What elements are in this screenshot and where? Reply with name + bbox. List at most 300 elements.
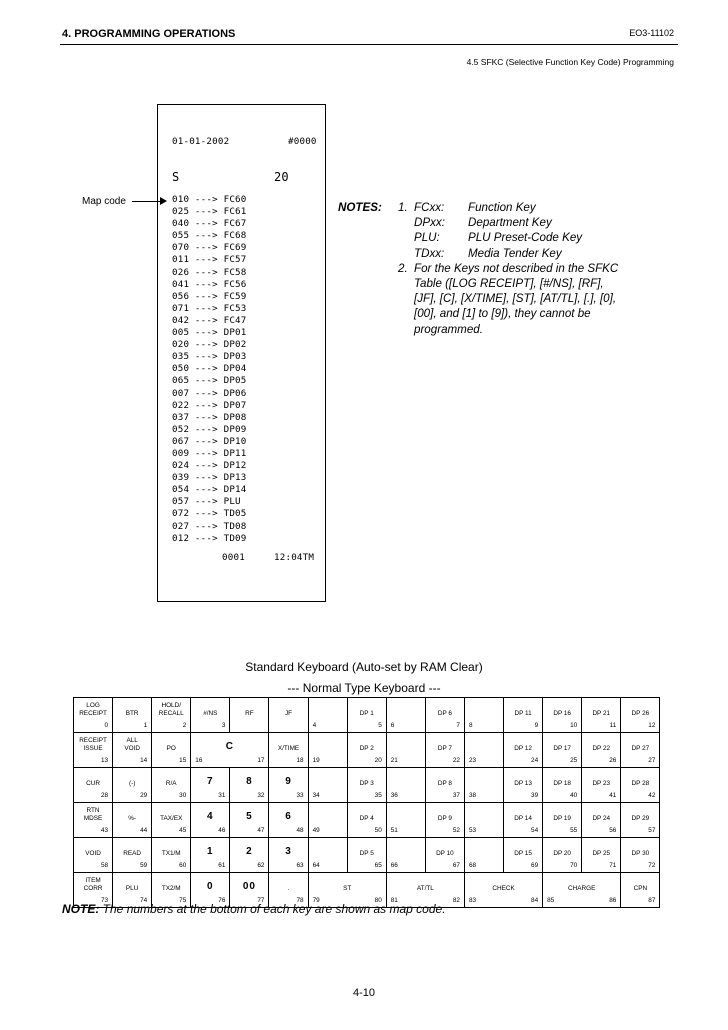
keyboard-key [113, 698, 152, 733]
key-label: AT/TL [416, 885, 434, 892]
keyboard-key [621, 698, 660, 733]
receipt-map-line: 020 ---> DP02 [172, 339, 247, 351]
keyboard-row [74, 733, 660, 768]
key-map-code: 12 [648, 722, 656, 729]
key-map-code: 64 [312, 862, 320, 869]
keyboard-key [504, 733, 543, 768]
key-label: 1 [207, 846, 214, 857]
key-label: RECEIPT ISSUE [79, 737, 107, 753]
keyboard-key [74, 803, 113, 838]
key-label: 7 [207, 776, 214, 787]
key-map-code: 58 [100, 862, 109, 869]
key-map-code: 32 [257, 792, 265, 799]
key-map-code: 6 [390, 722, 395, 729]
keyboard-key [74, 838, 113, 873]
key-label: ST [343, 885, 352, 892]
keyboard-title: Standard Keyboard (Auto-set by RAM Clear) [245, 660, 483, 674]
key-label: X/TIME [277, 745, 300, 752]
receipt-map-line: 025 ---> FC61 [172, 206, 247, 218]
receipt-map-line: 010 ---> FC60 [172, 194, 247, 205]
key-label: DP 17 [553, 745, 571, 752]
key-label: (-) [128, 780, 136, 787]
key-map-code: 66 [390, 862, 398, 869]
receipt-map-lines [172, 194, 247, 545]
key-label: DP 1 [359, 710, 374, 717]
key-map-code: 65 [374, 862, 382, 869]
receipt-map-line: 072 ---> TD05 [172, 508, 247, 520]
keyboard-key [230, 698, 269, 733]
key-map-code: 10 [570, 722, 578, 729]
header-divider [60, 44, 678, 45]
key-map-code: 50 [374, 827, 382, 834]
key-label: DP 19 [553, 815, 571, 822]
key-map-code: 79 [312, 897, 320, 904]
receipt-map-line: 067 ---> DP10 [172, 435, 247, 447]
key-map-code: 36 [390, 792, 398, 799]
receipt-map-line: 005 ---> DP01 [172, 327, 247, 339]
key-map-code: 70 [570, 862, 578, 869]
key-map-code: 29 [140, 792, 148, 799]
key-label: 6 [285, 811, 292, 822]
keyboard-key [504, 768, 543, 803]
receipt-map-line: 052 ---> DP09 [172, 423, 247, 435]
key-map-code: 3 [221, 722, 226, 729]
keyboard-key [425, 838, 464, 873]
keyboard-key [74, 733, 113, 768]
key-map-code: 25 [570, 757, 578, 764]
key-label: DP 2 [359, 745, 374, 752]
key-map-code: 43 [100, 827, 109, 834]
key-map-code: 82 [452, 897, 460, 904]
note-2-line: programmed. [414, 322, 483, 336]
keyboard-key [308, 698, 347, 733]
key-label: CHARGE [568, 885, 596, 892]
key-map-code: 63 [296, 862, 304, 869]
key-label: DP 28 [631, 780, 650, 787]
keyboard-key [621, 838, 660, 873]
key-map-code: 44 [140, 827, 148, 834]
key-label: 9 [285, 776, 292, 787]
arrow-head-icon [160, 197, 167, 205]
key-label: R/A [165, 780, 177, 787]
receipt-map-line: 011 ---> FC57 [172, 254, 247, 266]
keyboard-key [543, 768, 582, 803]
keyboard-key [386, 803, 425, 838]
key-label: JF [284, 710, 293, 717]
key-map-code: 74 [140, 897, 148, 904]
key-label: DP 11 [514, 710, 532, 717]
keyboard-key [269, 768, 308, 803]
key-label: RTN MDSE [83, 807, 103, 823]
keyboard-key [152, 733, 191, 768]
note-term: FCxx: [414, 201, 445, 214]
keyboard-key [386, 768, 425, 803]
key-map-code: 19 [312, 757, 320, 764]
keyboard-key [425, 768, 464, 803]
note-2-line: For the Keys not described in the SFKC [414, 261, 619, 275]
key-map-code: 67 [452, 862, 460, 869]
key-label: %- [128, 815, 137, 822]
note-term-desc: Media Tender Key [468, 246, 562, 260]
keyboard-key [582, 803, 621, 838]
key-label: DP 26 [631, 710, 650, 717]
keyboard-key [230, 768, 269, 803]
key-map-code: 49 [312, 827, 320, 834]
receipt-map-line: 071 ---> FC53 [172, 302, 247, 314]
key-map-code: 42 [648, 792, 656, 799]
receipt-map-line: 026 ---> FC58 [172, 266, 247, 278]
key-map-code: 38 [468, 792, 477, 799]
key-map-code: 7 [456, 722, 460, 729]
keyboard-key [308, 768, 347, 803]
receipt-map-line: 037 ---> DP08 [172, 411, 247, 423]
keyboard-row [74, 838, 660, 873]
keyboard-row [74, 768, 660, 803]
key-map-code: 23 [468, 757, 477, 764]
key-label: DP 16 [553, 710, 571, 717]
key-map-code: 26 [609, 757, 617, 764]
key-map-code: 84 [531, 897, 539, 904]
key-label: DP 13 [514, 780, 532, 787]
receipt-map-line: 057 ---> PLU [172, 496, 241, 508]
key-map-code: 80 [374, 897, 382, 904]
key-label: DP 18 [553, 780, 571, 787]
key-label: DP 6 [437, 710, 452, 717]
key-map-code: 61 [218, 862, 226, 869]
keyboard-key [621, 873, 660, 908]
key-map-code: 39 [531, 792, 539, 799]
key-map-code: 27 [648, 757, 656, 764]
key-map-code: 37 [452, 792, 460, 799]
key-map-code: 76 [218, 897, 226, 904]
key-map-code: 4 [312, 722, 317, 729]
key-label: PLU [125, 885, 139, 892]
key-map-code: 2 [182, 722, 187, 729]
key-map-code: 47 [257, 827, 265, 834]
keyboard-key [152, 803, 191, 838]
keyboard-key [504, 838, 543, 873]
key-map-code: 31 [218, 792, 226, 799]
keyboard-key [308, 803, 347, 838]
key-label: CUR [86, 780, 100, 787]
key-map-code: 57 [648, 827, 656, 834]
key-map-code: 33 [296, 792, 304, 799]
key-label: VOID [85, 850, 101, 857]
keyboard-key [347, 733, 386, 768]
key-label: C [225, 741, 234, 752]
key-map-code: 72 [648, 862, 656, 869]
key-label: 4 [207, 811, 214, 822]
receipt-printout [157, 104, 326, 602]
key-label: DP 23 [592, 780, 611, 787]
keyboard-key [269, 733, 308, 768]
bottom-note-text: The numbers at the bottom of each key are shown as map code. [99, 902, 446, 916]
note-term-desc: Department Key [468, 216, 552, 230]
key-label: RF [245, 710, 254, 717]
key-map-code: 60 [179, 862, 187, 869]
key-label: PO [166, 745, 176, 752]
key-label: BTR [125, 710, 139, 717]
key-label: DP 8 [437, 780, 452, 787]
receipt-map-line: 009 ---> DP11 [172, 447, 247, 459]
key-label: . [287, 885, 290, 892]
keyboard-subtitle: --- Normal Type Keyboard --- [287, 681, 441, 695]
key-map-code: 85 [547, 897, 555, 904]
key-label: 2 [246, 846, 253, 857]
key-map-code: 30 [179, 792, 187, 799]
receipt-date: 01-01-2002 [172, 136, 230, 147]
keyboard-key [152, 838, 191, 873]
keyboard-key [582, 733, 621, 768]
key-label: 0 [207, 881, 214, 892]
key-label: DP 21 [592, 710, 611, 717]
key-label: ITEM CORR [83, 877, 103, 893]
key-map-code: 51 [390, 827, 398, 834]
note-2-number: 2. [398, 261, 408, 275]
keyboard-key [425, 803, 464, 838]
key-map-code: 53 [468, 827, 477, 834]
notes-title: NOTES: [338, 201, 382, 214]
key-map-code: 46 [218, 827, 226, 834]
key-map-code: 41 [609, 792, 617, 799]
key-label: DP 15 [514, 850, 532, 857]
key-label: TX2/M [161, 885, 181, 892]
receipt-time: 12:04TM [274, 552, 315, 563]
key-map-code: 52 [452, 827, 460, 834]
key-map-code: 28 [100, 792, 109, 799]
key-map-code: 62 [257, 862, 265, 869]
keyboard-key [347, 803, 386, 838]
key-label: DP 30 [631, 850, 650, 857]
keyboard-key [113, 803, 152, 838]
keyboard-key [621, 733, 660, 768]
keyboard-key [582, 698, 621, 733]
keyboard-key [113, 768, 152, 803]
keyboard-layout-table [73, 697, 660, 908]
receipt-map-line: 065 ---> DP05 [172, 375, 247, 387]
keyboard-key [74, 698, 113, 733]
receipt-map-line: 040 ---> FC67 [172, 218, 247, 230]
key-map-code: 22 [452, 757, 460, 764]
keyboard-key [386, 733, 425, 768]
receipt-mode: S [172, 170, 180, 184]
key-label: DP 3 [359, 780, 374, 787]
receipt-map-line: 070 ---> FC69 [172, 242, 247, 254]
key-label: DP 12 [514, 745, 532, 752]
receipt-map-line: 035 ---> DP03 [172, 351, 247, 363]
key-map-code: 56 [609, 827, 617, 834]
key-label: ALL VOID [124, 737, 140, 753]
keyboard-key [543, 873, 621, 908]
key-map-code: 9 [534, 722, 539, 729]
note-2-line: [00], and [1] to [9]), they cannot be [414, 307, 591, 321]
keyboard-key [269, 698, 308, 733]
receipt-map-line: 022 ---> DP07 [172, 399, 247, 411]
map-code-label: Map code [82, 196, 126, 207]
receipt-map-line: 055 ---> FC68 [172, 230, 247, 242]
keyboard-key [543, 733, 582, 768]
key-map-code: 75 [179, 897, 187, 904]
key-map-code: 69 [531, 862, 539, 869]
key-map-code: 13 [100, 757, 109, 764]
keyboard-key [191, 803, 230, 838]
key-map-code: 5 [378, 722, 382, 729]
key-label: TAX/EX [160, 815, 183, 822]
keyboard-key [464, 768, 503, 803]
map-code-arrow [132, 201, 162, 202]
key-label: DP 25 [592, 850, 611, 857]
keyboard-key [152, 698, 191, 733]
receipt-map-line: 007 ---> DP06 [172, 387, 247, 399]
key-label: DP 27 [631, 745, 650, 752]
key-map-code: 68 [468, 862, 477, 869]
key-map-code: 34 [312, 792, 320, 799]
note-2-line: [JF], [C], [X/TIME], [ST], [AT/TL], [.], [0], [414, 292, 617, 306]
key-map-code: 24 [531, 757, 539, 764]
keyboard-key [230, 838, 269, 873]
receipt-mode-value: 20 [274, 170, 289, 184]
keyboard-key [464, 873, 542, 908]
key-label: HOLD/ RECALL [158, 702, 184, 718]
key-map-code: 21 [390, 757, 398, 764]
key-label: DP 5 [359, 850, 374, 857]
receipt-map-line: 042 ---> FC47 [172, 314, 247, 326]
key-label: #/NS [203, 710, 218, 717]
receipt-map-line: 041 ---> FC56 [172, 278, 247, 290]
chapter-title: 4. PROGRAMMING OPERATIONS [62, 28, 236, 40]
key-label: DP 14 [514, 815, 532, 822]
page-number: 4-10 [352, 987, 376, 999]
keyboard-key [621, 803, 660, 838]
keyboard-key [425, 733, 464, 768]
receipt-map-line: 024 ---> DP12 [172, 460, 247, 472]
keyboard-key [347, 768, 386, 803]
keyboard-key [386, 838, 425, 873]
keyboard-key [504, 803, 543, 838]
keyboard-key [464, 838, 503, 873]
keyboard-key [230, 803, 269, 838]
keyboard-key [543, 698, 582, 733]
bottom-note [62, 902, 446, 916]
document-code: EO3-11102 [629, 28, 674, 38]
key-map-code: 14 [140, 757, 148, 764]
section-title: 4.5 SFKC (Selective Function Key Code) Programming [466, 57, 674, 67]
keyboard-key [308, 838, 347, 873]
keyboard-key [464, 803, 503, 838]
receipt-number: #0000 [288, 136, 317, 147]
key-map-code: 1 [143, 722, 148, 729]
key-map-code: 81 [390, 897, 398, 904]
receipt-map-line: 027 ---> TD08 [172, 520, 247, 532]
keyboard-key [582, 838, 621, 873]
key-label: CHECK [492, 885, 515, 892]
key-label: CPN [633, 885, 648, 892]
keyboard-key [504, 698, 543, 733]
receipt-count: 0001 [222, 552, 245, 563]
receipt-map-line: 054 ---> DP14 [172, 484, 247, 496]
note-term: TDxx: [414, 246, 445, 260]
note-term-desc: Function Key [468, 201, 536, 214]
receipt-map-line: 050 ---> DP04 [172, 363, 247, 375]
key-label: DP 7 [437, 745, 452, 752]
key-label: READ [123, 850, 142, 857]
key-map-code: 78 [296, 897, 304, 904]
key-label: 8 [246, 776, 253, 787]
keyboard-key [543, 838, 582, 873]
keyboard-key [464, 698, 503, 733]
key-map-code: 17 [257, 757, 265, 764]
note-term: DPxx: [414, 216, 445, 230]
keyboard-row [74, 698, 660, 733]
note-1-number: 1. [398, 201, 408, 214]
key-label: 3 [285, 846, 292, 857]
key-map-code: 71 [609, 862, 617, 869]
key-map-code: 73 [100, 897, 109, 904]
key-map-code: 15 [179, 757, 187, 764]
key-map-code: 86 [609, 897, 617, 904]
key-label: 5 [246, 811, 253, 822]
key-map-code: 35 [374, 792, 382, 799]
note-term-desc: PLU Preset-Code Key [468, 231, 583, 245]
key-map-code: 54 [531, 827, 539, 834]
keyboard-key [347, 698, 386, 733]
key-map-code: 48 [296, 827, 304, 834]
key-map-code: 59 [140, 862, 148, 869]
keyboard-key [191, 698, 230, 733]
keyboard-key [113, 733, 152, 768]
keyboard-key [269, 838, 308, 873]
key-map-code: 83 [468, 897, 477, 904]
key-map-code: 45 [179, 827, 187, 834]
key-map-code: 11 [609, 722, 617, 729]
keyboard-key [152, 768, 191, 803]
keyboard-key [386, 698, 425, 733]
key-label: DP 24 [592, 815, 611, 822]
keyboard-key [113, 838, 152, 873]
key-map-code: 8 [468, 722, 473, 729]
key-label: DP 22 [592, 745, 611, 752]
keyboard-key [543, 803, 582, 838]
keyboard-key [191, 768, 230, 803]
key-map-code: 18 [296, 757, 304, 764]
key-map-code: 16 [195, 757, 203, 764]
key-label: TX1/M [161, 850, 181, 857]
receipt-map-line: 012 ---> TD09 [172, 532, 247, 544]
keyboard-row [74, 803, 660, 838]
key-label: DP 9 [437, 815, 452, 822]
note-term: PLU: [414, 231, 440, 245]
keyboard-key [582, 768, 621, 803]
keyboard-key [464, 733, 503, 768]
keyboard-key [269, 803, 308, 838]
key-map-code: 0 [104, 722, 109, 729]
keyboard-key [74, 768, 113, 803]
receipt-map-line: 056 ---> FC59 [172, 290, 247, 302]
key-label: DP 20 [553, 850, 571, 857]
key-label: 00 [242, 881, 256, 892]
keyboard-key [425, 698, 464, 733]
bottom-note-label: NOTE: [62, 902, 100, 916]
receipt-map-line: 039 ---> DP13 [172, 472, 247, 484]
key-map-code: 20 [374, 757, 382, 764]
key-map-code: 77 [257, 897, 265, 904]
keyboard-key [621, 768, 660, 803]
key-label: DP 4 [359, 815, 374, 822]
key-map-code: 87 [648, 897, 656, 904]
key-label: DP 29 [631, 815, 650, 822]
keyboard-key [191, 733, 269, 768]
key-label: LOG RECEIPT [79, 702, 107, 718]
